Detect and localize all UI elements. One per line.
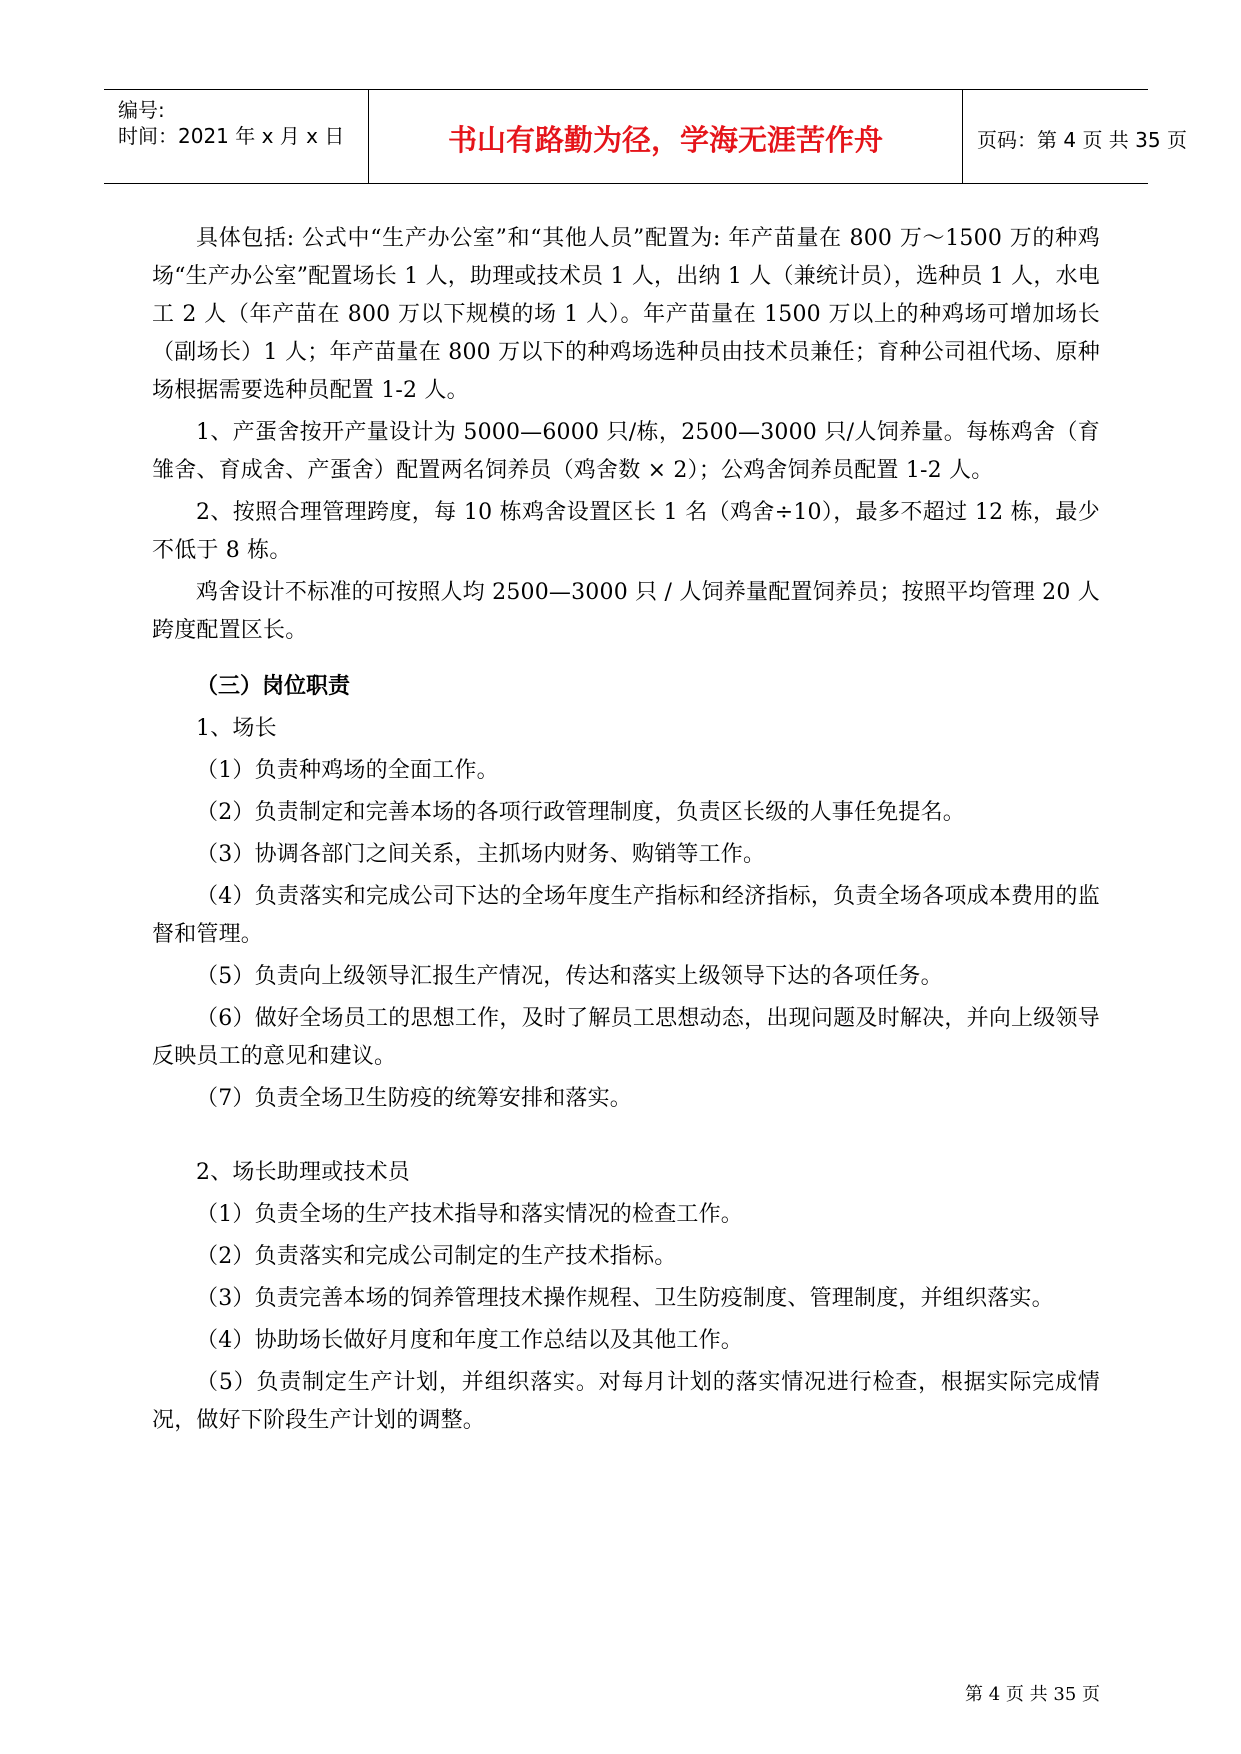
header-left-cell xyxy=(104,90,369,183)
list-item: （1）负责种鸡场的全面工作。 xyxy=(196,758,499,783)
page-header xyxy=(104,89,1187,184)
document-body xyxy=(152,220,1100,1444)
list-item: （1）负责全场的生产技术指导和落实情况的检查工作。 xyxy=(196,1202,743,1227)
list-item: （6）做好全场员工的思想工作，及时了解员工思想动态，出现问题及时解决，并向上级领导反映员工的意见和建议。 xyxy=(152,1006,1100,1069)
list-item: （4）负责落实和完成公司下达的全场年度生产指标和经济指标，负责全场各项成本费用的监督和管理。 xyxy=(152,884,1100,947)
list-item: （5）负责向上级领导汇报生产情况，传达和落实上级领导下达的各项任务。 xyxy=(196,964,943,989)
page-code: 页码：第 4 页 共 35 页 xyxy=(977,128,1187,152)
paragraph-nonstandard: 鸡舍设计不标准的可按照人均 2500—3000 只 / 人饲养量配置饲养员；按照平均管理 20 人跨度配置区长。 xyxy=(152,580,1100,643)
list-item: （2）负责落实和完成公司制定的生产技术指标。 xyxy=(196,1244,677,1269)
header-right-cell xyxy=(963,90,1187,183)
section-heading-duties: （三）岗位职责 xyxy=(196,674,351,699)
page-footer: 第 4 页 共 35 页 xyxy=(965,1684,1100,1705)
paragraph-item-2: 2、按照合理管理跨度，每 10 栋鸡舍设置区长 1 名（鸡舍÷10），最多不超过 12 栋，最少不低于 8 栋。 xyxy=(152,500,1100,563)
motto: 书山有路勤为径，学海无涯苦作舟 xyxy=(447,123,883,157)
paragraph-staffing: 具体包括: 公式中“生产办公室”和“其他人员”配置为: 年产苗量在 800 万～1500 万的种鸡场“生产办公室”配置场长 1 人，助理或技术员 1 人，出纳 1 人（兼统计员），选种员 1 人，水电工 2 人（年产苗在 800 万以下规模的场 1 人）。年产苗量在 1500 万以上的种鸡场可增加场长（副场长）1 人；年产苗量在 800 万以下的种鸡场选种员由技术员兼任；育种公司祖代场、原种场根据需要选种员配置 1-2 人。 xyxy=(152,226,1100,403)
spacer xyxy=(152,1122,1100,1154)
list-item: （3）协调各部门之间关系，主抓场内财务、购销等工作。 xyxy=(196,842,766,867)
time-label: 时间：2021 年 x 月 x 日 xyxy=(118,124,345,148)
list-item: （3）负责完善本场的饲养管理技术操作规程、卫生防疫制度、管理制度，并组织落实。 xyxy=(196,1286,1054,1311)
subsection-title-assistant: 2、场长助理或技术员 xyxy=(196,1160,410,1185)
header-middle-cell xyxy=(369,90,963,183)
list-item: （7）负责全场卫生防疫的统筹安排和落实。 xyxy=(196,1086,632,1111)
list-item: （5）负责制定生产计划，并组织落实。对每月计划的落实情况进行检查，根据实际完成情况，做好下阶段生产计划的调整。 xyxy=(152,1370,1100,1433)
subsection-title-director: 1、场长 xyxy=(196,716,277,741)
list-item: （2）负责制定和完善本场的各项行政管理制度，负责区长级的人事任免提名。 xyxy=(196,800,965,825)
paragraph-item-1: 1、产蛋舍按开产量设计为 5000—6000 只/栋，2500—3000 只/人饲养量。每栋鸡舍（育雏舍、育成舍、产蛋舍）配置两名饲养员（鸡舍数 × 2）；公鸡舍饲养员配置 1-2 人。 xyxy=(152,420,1100,483)
serial-label: 编号: xyxy=(118,98,165,122)
list-item: （4）协助场长做好月度和年度工作总结以及其他工作。 xyxy=(196,1328,743,1353)
